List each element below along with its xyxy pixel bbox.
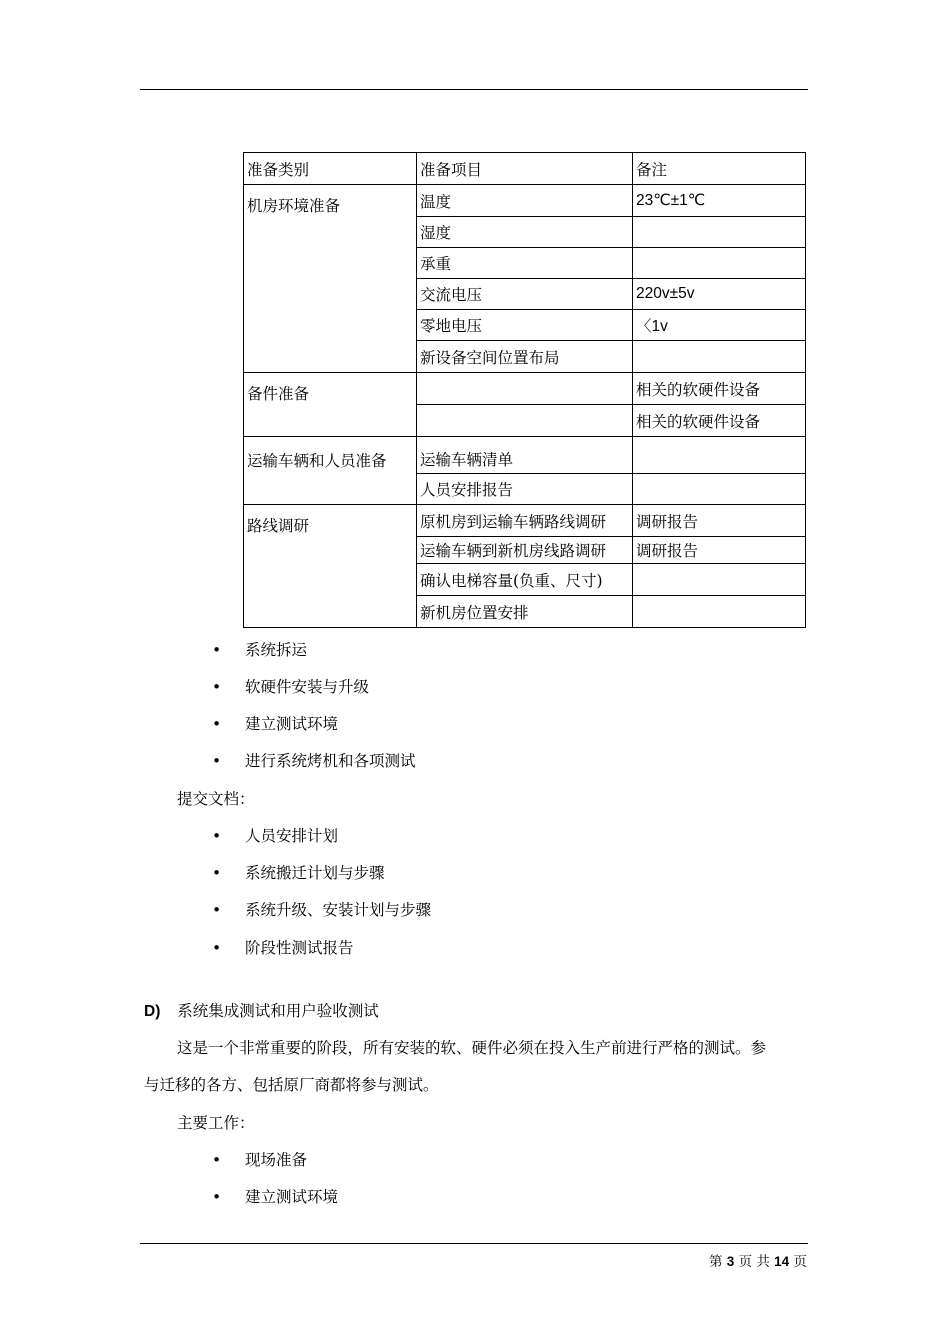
category-cell: 备件准备 <box>244 373 417 437</box>
note-cell <box>633 596 806 628</box>
item-cell: 温度 <box>417 185 633 217</box>
paragraph-line: 与迁移的各方、包括原厂商都将参与测试。 <box>144 1076 439 1094</box>
section-title: 系统集成测试和用户验收测试 <box>177 1002 379 1020</box>
item-cell: 运输车辆清单 <box>417 437 633 474</box>
section-heading <box>144 1001 379 1022</box>
bullet-icon: • <box>212 678 222 696</box>
category-cell: 运输车辆和人员准备 <box>244 437 417 505</box>
note-cell <box>633 474 806 505</box>
header-cell: 准备类别 <box>244 153 417 185</box>
page-total: 14 <box>774 1254 790 1269</box>
note-cell: 220v±5v <box>633 279 806 310</box>
note-cell <box>633 437 806 474</box>
item-cell <box>417 373 633 405</box>
item-cell <box>417 405 633 437</box>
main-work-label: 主要工作： <box>177 1114 255 1132</box>
submit-docs-label: 提交文档： <box>177 790 255 808</box>
note-cell <box>633 248 806 279</box>
item-cell: 人员安排报告 <box>417 474 633 505</box>
category-cell: 路线调研 <box>244 505 417 628</box>
page-number: 3 <box>726 1254 735 1269</box>
category-cell: 机房环境准备 <box>244 185 417 373</box>
header-cell: 备注 <box>633 153 806 185</box>
bullet-icon: • <box>212 864 222 882</box>
footer-rule <box>140 1243 808 1244</box>
table-row <box>244 437 806 474</box>
item-cell: 湿度 <box>417 217 633 248</box>
preparation-table <box>243 152 806 628</box>
item-cell: 运输车辆到新机房线路调研 <box>417 537 633 564</box>
bullet-icon: • <box>212 641 222 659</box>
bullet-icon: • <box>212 752 222 770</box>
table-row <box>244 185 806 217</box>
item-cell: 零地电压 <box>417 310 633 341</box>
note-cell <box>633 341 806 373</box>
header-rule <box>140 89 808 90</box>
note-cell: 〈1v <box>633 310 806 341</box>
bullet-icon: • <box>212 1188 222 1206</box>
bullet-icon: • <box>212 827 222 845</box>
header-cell: 准备项目 <box>417 153 633 185</box>
bullet-icon: • <box>212 939 222 957</box>
note-cell: 调研报告 <box>633 537 806 564</box>
page-footer: 第 3 页 共 14 页 <box>708 1254 807 1270</box>
item-cell: 原机房到运输车辆路线调研 <box>417 505 633 537</box>
bullet-icon: • <box>212 901 222 919</box>
table-header-row <box>244 153 806 185</box>
note-cell: 23℃±1℃ <box>633 185 806 217</box>
table-row <box>244 373 806 405</box>
note-cell <box>633 564 806 596</box>
note-cell: 调研报告 <box>633 505 806 537</box>
item-cell: 承重 <box>417 248 633 279</box>
item-cell: 确认电梯容量(负重、尺寸) <box>417 564 633 596</box>
note-cell: 相关的软硬件设备 <box>633 405 806 437</box>
table-row <box>244 505 806 537</box>
note-cell: 相关的软硬件设备 <box>633 373 806 405</box>
note-cell <box>633 217 806 248</box>
item-cell: 新设备空间位置布局 <box>417 341 633 373</box>
bullet-icon: • <box>212 1151 222 1169</box>
section-letter: D) <box>144 1003 161 1020</box>
paragraph-line: 这是一个非常重要的阶段，所有安装的软、硬件必须在投入生产前进行严格的测试。参 <box>177 1039 767 1057</box>
item-cell: 新机房位置安排 <box>417 596 633 628</box>
item-cell: 交流电压 <box>417 279 633 310</box>
bullet-icon: • <box>212 715 222 733</box>
